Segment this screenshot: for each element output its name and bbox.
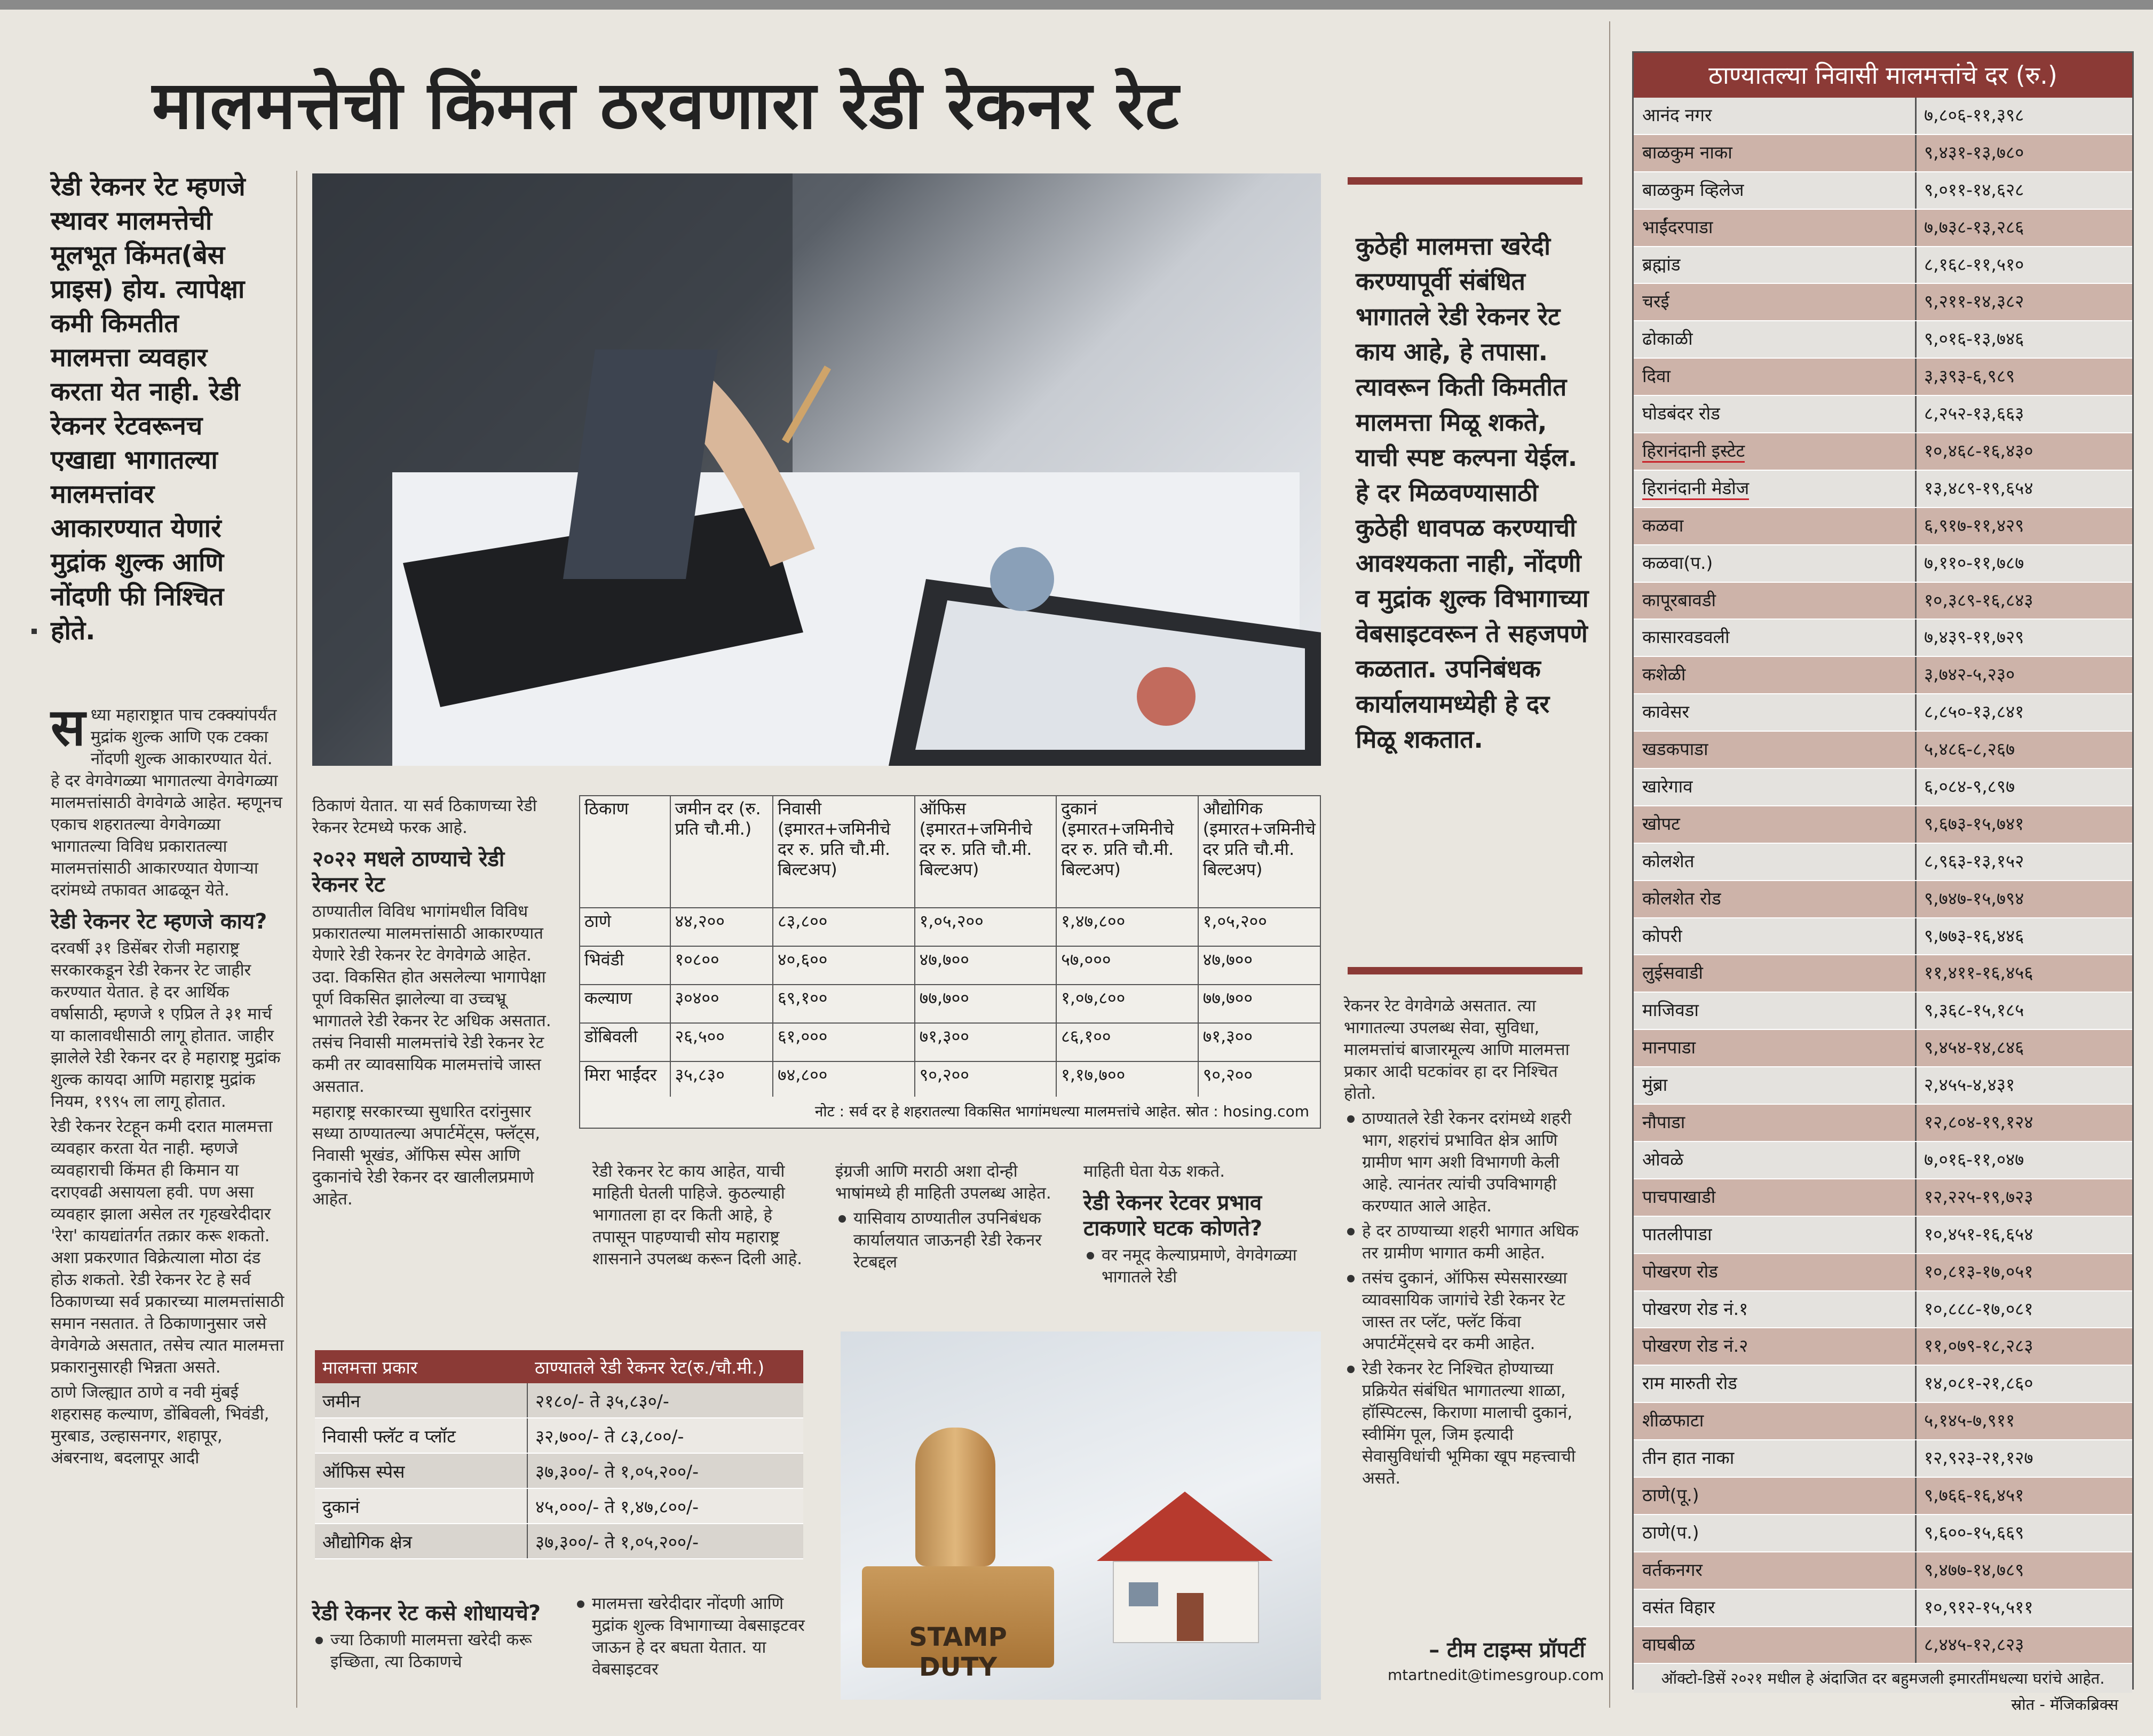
- rates-row: [1634, 1627, 2132, 1664]
- column-2-para-1: ठिकाणं येतात. या सर्व ठिकाणच्या रेडी रेकनर रेटमध्ये फरक आहे.: [312, 796, 537, 837]
- table-cell: दुकानं: [315, 1488, 527, 1524]
- table-header-row: [580, 796, 1320, 908]
- rates-value: ११,४११-१६,४५६: [1924, 962, 2033, 984]
- callout-bar-bottom: [1348, 967, 1582, 974]
- property-type-rates-table: [315, 1350, 803, 1559]
- byline: – टीम टाइम्स प्रॉपर्टी: [1429, 1638, 1585, 1662]
- rates-value: १०,९१२-१५,५११: [1924, 1596, 2033, 1618]
- subhead-2022-rates: २०२२ मधले ठाण्याचे रेडी रेकनर रेट: [312, 847, 505, 897]
- rates-place-label: राम मारुती रोड: [1642, 1373, 1737, 1394]
- column-1-para-2: दरवर्षी ३१ डिसेंबर रोजी महाराष्ट्र सरकारकडून रेडी रेकनर रेट जाहीर करण्यात येतात. हे दर आर्थिक वर्षासाठी, म्हणजे १ एप्रिल ते ३१ मार्च या कालावधीसाठी लागू होतात. जाहीर झालेले रेडी रेकनर दर हे महाराष्ट्र मुद्रांक शुल्क कायदा आणि महाराष्ट्र मुद्रांक नियम, १९९५ ला लागू होतात.: [51, 939, 281, 1111]
- column-divider: [1609, 21, 1610, 1708]
- column-1-para-1-text: ध्या महाराष्ट्रात पाच टक्क्यांपर्यंत मुद्रांक शुल्क आणि एक टक्का नोंदणी शुल्क आकारण्यात येतं. हे दर वेगवेगळ्या भागातल्या वेगवेगळ्या मालमत्तांसाठी वेगवेगळे आहेत. म्हणूनच एकाच शहरातल्या वेगवेगळ्या भागातल्या विविध प्रकारातल्या मालमत्तांसाठी आकारण्यात येणाऱ्या दरांमध्ये तफावत आढळून येते.: [51, 706, 282, 900]
- rates-row: [1634, 732, 2132, 769]
- rates-value: ७,४३९-११,७२९: [1924, 627, 2024, 648]
- rates-row: [1634, 396, 2132, 433]
- rates-place: [1634, 1291, 1917, 1328]
- table-cell: ८३,८००: [773, 908, 915, 946]
- rates-row: [1634, 508, 2132, 545]
- rates-place: [1634, 993, 1917, 1029]
- rates-place: [1634, 844, 1917, 880]
- rates-footnote: ऑक्टो-डिसें २०२१ मधील हे अंदाजित दर बहुमजली इमारतींमधल्या घरांचे आहेत.: [1634, 1664, 2132, 1693]
- rates-row: [1634, 844, 2132, 881]
- table-cell: १०८००: [670, 946, 773, 985]
- rates-place: [1634, 210, 1917, 246]
- table-cell: कल्याण: [580, 985, 670, 1023]
- house-window: [1129, 1582, 1158, 1606]
- rates-row: [1634, 359, 2132, 396]
- rates-row: [1634, 1179, 2132, 1217]
- rates-row: [1634, 620, 2132, 657]
- rates-value: ९,४७७-१४,७८९: [1924, 1559, 2024, 1580]
- rates-place: [1634, 508, 1917, 544]
- rates-value: ७,८०६-११,३९८: [1924, 105, 2024, 125]
- rates-place: [1634, 806, 1917, 843]
- rates-place-label: कासारवडवली: [1642, 627, 1730, 648]
- table-cell: १,१७,७००: [1056, 1061, 1198, 1100]
- rates-value: १२,२२५-१९,७२३: [1924, 1186, 2033, 1207]
- dropcap: स: [51, 697, 85, 757]
- rates-row: [1634, 806, 2132, 844]
- rates-row: [1634, 210, 2132, 247]
- column-2: [312, 795, 552, 1214]
- city-rates-table: [579, 795, 1321, 1100]
- rates-row: [1634, 1105, 2132, 1142]
- rates-row: [1634, 1552, 2132, 1590]
- rates-place: [1634, 918, 1917, 955]
- rates-row: [1634, 172, 2132, 210]
- column-2-para-2: ठाण्यातील विविध भागांमधील विविध प्रकारातल्या मालमत्तांसाठी आकारण्यात येणारे रेडी रेकनर रेट वेगवेगळे आहेत. उदा. विकसित होत असलेल्या भागापेक्षा पूर्ण विकसित झालेल्या वा उच्चभ्रू भागातले रेडी रेकनर रेट अधिक असतात. तसंच निवासी मालमत्तांचे रेडी रेकनर रेट कमी तर व्यावसायिक मालमत्तांचे जास्त असतात.: [312, 902, 551, 1096]
- rates-row: [1634, 918, 2132, 956]
- rates-place-label: पोखरण रोड: [1642, 1261, 1718, 1282]
- rates-place-label: खारेगाव: [1642, 776, 1693, 797]
- table-cell: मिरा भाईंदर: [580, 1061, 670, 1100]
- rates-place: [1634, 1440, 1917, 1477]
- rates-place-label: हिरानंदानी इस्टेट: [1642, 440, 1745, 463]
- rates-place-label: पोखरण रोड नं.१: [1642, 1298, 1748, 1319]
- rates-row: [1634, 1142, 2132, 1179]
- rates-place: [1634, 620, 1917, 656]
- rates-place: [1634, 433, 1917, 470]
- table-cell: ४७,७००: [1198, 946, 1320, 985]
- table-cell: ३२,७००/- ते ८३,८००/-: [527, 1418, 803, 1453]
- table-cell: ६९,१००: [773, 985, 915, 1023]
- rates-row: [1634, 545, 2132, 583]
- rates-value: ७,११०-११,७८७: [1924, 552, 2024, 573]
- rates-value: ९,७४७-१५,७९४: [1924, 887, 2024, 909]
- rates-place-label: ढोकाळी: [1642, 328, 1693, 350]
- rates-place: [1634, 284, 1917, 320]
- rates-place: [1634, 1515, 1917, 1551]
- rates-value: १४,०८१-२१,८६०: [1924, 1373, 2033, 1394]
- house-roof: [1097, 1492, 1273, 1561]
- right-column-bullet-4: रेडी रेकनर रेट निश्चित होण्याच्या प्रक्रियेत संबंधित भागातल्या शाळा, हॉस्पिटल्स, किराणा मालाची दुकानं, स्वीमिंग पूल, जिम इत्यादी सेवासुविधांची भूमिका खूप महत्त्वाची असते.: [1344, 1358, 1589, 1489]
- intro-text: रेडी रेकनर रेट म्हणजे स्थावर मालमत्तेची मूलभूत किंमत(बेस प्राइस) होय. त्यापेक्षा कमी किमतीत मालमत्ता व्यवहार करता येत नाही. रेडी रेकनर रेटवरूनच एखाद्या भागातल्या मालमत्तांवर आकारण्यात येणारं मुद्रांक शुल्क आणि नोंदणी फी निश्चित होते.: [51, 170, 264, 648]
- rates-place-label: ओवळे: [1642, 1148, 1684, 1170]
- table-cell: १,४७,८००: [1056, 908, 1198, 946]
- stamp-duty-photo: [841, 1331, 1321, 1700]
- rates-place-label: वाघबीळ: [1642, 1634, 1695, 1655]
- rates-place: [1634, 1067, 1917, 1104]
- rates-value: ९,०१६-१३,७४६: [1924, 328, 2024, 350]
- rates-row: [1634, 694, 2132, 732]
- rates-value: ७,०१६-११,०४७: [1924, 1148, 2024, 1170]
- house-model: [1097, 1492, 1273, 1630]
- column-2-bottom: [312, 1593, 547, 1676]
- table-cell: ७१,३००: [915, 1023, 1057, 1061]
- rates-row: [1634, 1440, 2132, 1478]
- rates-place-label: लुईसवाडी: [1642, 962, 1703, 984]
- rates-place-label: आनंद नगर: [1642, 105, 1712, 125]
- rates-place-label: बाळकुम व्हिलेज: [1642, 179, 1744, 200]
- rates-place-label: कशेळी: [1642, 664, 1686, 685]
- rates-value: १०,८१३-१७,०५१: [1924, 1261, 2033, 1282]
- column-4-para-1: इंग्रजी आणि मराठी अशा दोन्ही भाषांमध्ये ही माहिती उपलब्ध आहेत.: [835, 1162, 1051, 1203]
- rates-place-label: कोलशेत रोड: [1642, 887, 1721, 909]
- rates-row: [1634, 881, 2132, 918]
- right-column: [1344, 995, 1589, 1493]
- rates-row: [1634, 657, 2132, 694]
- calculator-illustration: [312, 173, 1321, 766]
- rates-place-label: घोडबंदर रोड: [1642, 403, 1720, 424]
- rates-value: ६,०८४-९,८९७: [1924, 776, 2015, 797]
- rates-place-label: कळवा: [1642, 514, 1684, 536]
- column-1-para-3: रेडी रेकनर रेटहून कमी दरात मालमत्ता व्यवहार करता येत नाही. म्हणजे व्यवहाराची किंमत ही किमान या दराएवढी असायला हवी. पण असा व्यवहार झाला असेल तर गृहखरेदीदार 'रेरा' कायद्यांतर्गत तक्रार करू शकतो. अशा प्रकरणात विक्रेत्याला मोठा दंड होऊ शकतो. रेडी रेकनर रेट हे सर्व ठिकाणच्या सर्व प्रकारच्या मालमत्तांसाठी समान नसतात. ते ठिकाणानुसार जसे वेगवेगळे असतात, तसेच त्यात मालमत्ता प्रकारानुसारही भिन्नता असते.: [51, 1117, 284, 1377]
- rates-row: [1634, 583, 2132, 620]
- column-3: [592, 1161, 817, 1273]
- table-note: नोट : सर्व दर हे शहरातल्या विकसित भागांमधल्या मालमत्तांचे आहेत. स्रोत : hosing.com: [579, 1097, 1321, 1129]
- rates-place: [1634, 769, 1917, 805]
- rates-place-label: वर्तकनगर: [1642, 1559, 1703, 1580]
- subhead-what-is: रेडी रेकनर रेट म्हणजे काय?: [51, 909, 267, 934]
- rates-place: [1634, 359, 1917, 395]
- house-door: [1177, 1593, 1204, 1641]
- table-cell: ४७,७००: [915, 946, 1057, 985]
- rates-value: ९,०११-१४,६२८: [1924, 179, 2024, 200]
- column-2-bottom-bullet-1: ज्या ठिकाणी मालमत्ता खरेदी करू इच्छिता, त्या ठिकाणचे: [312, 1629, 547, 1673]
- table-header: निवासी (इमारत+जमिनीचे दर रु. प्रति चौ.मी. बिल्टअप): [773, 796, 915, 908]
- rates-place: [1634, 657, 1917, 693]
- rates-row: [1634, 433, 2132, 471]
- table-cell: ९०,२००: [1198, 1061, 1320, 1100]
- rates-row: [1634, 1067, 2132, 1105]
- rates-place: [1634, 545, 1917, 582]
- table-header: दुकानं (इमारत+जमिनीचे दर रु. प्रति चौ.मी. बिल्टअप): [1056, 796, 1198, 908]
- table-row: [580, 985, 1320, 1023]
- rates-place-label: ठाणे(पू.): [1642, 1484, 1699, 1505]
- rates-row: [1634, 135, 2132, 172]
- callout-text: कुठेही मालमत्ता खरेदी करण्यापूर्वी संबंधित भागातले रेडी रेकनर रेट काय आहे, हे तपासा. त्यावरून किती किमतीत मालमत्ता मिळू शकते, याची स्पष्ट कल्पना येईल. हे दर मिळवण्यासाठी कुठेही धावपळ करण्याची आवश्यकता नाही, नोंदणी व मुद्रांक शुल्क विभागाच्या वेबसाइटवरून ते सहजपणे कळतात. उपनिबंधक कार्यालयामध्येही हे दर मिळू शकतात.: [1356, 232, 1589, 754]
- rates-value: ९,६००-१५,६६९: [1924, 1521, 2024, 1543]
- table-cell: २६,५००: [670, 1023, 773, 1061]
- rates-value: ९,४५४-१४,८४६: [1924, 1037, 2024, 1058]
- rates-place: [1634, 1142, 1917, 1178]
- table-cell: ऑफिस स्पेस: [315, 1453, 527, 1488]
- rates-value: १२,८०४-१९,१२४: [1924, 1112, 2033, 1133]
- table-cell: १,०५,२००: [1198, 908, 1320, 946]
- rates-place: [1634, 135, 1917, 171]
- rates-place-label: कळवा(प.): [1642, 552, 1713, 573]
- rates-place-label: खोपट: [1642, 813, 1680, 834]
- rates-value: ७,७३८-१३,२८६: [1924, 216, 2024, 237]
- rates-row: [1634, 1254, 2132, 1291]
- table-cell: ५७,०००: [1056, 946, 1198, 985]
- table-row: [580, 1061, 1320, 1100]
- rates-row: [1634, 1515, 2132, 1552]
- rates-place: [1634, 98, 1917, 134]
- rates-place: [1634, 955, 1917, 992]
- rates-value: ९,७७३-१६,४४६: [1924, 925, 2024, 946]
- rates-value: ९,२११-१४,३८२: [1924, 291, 2024, 312]
- table-row: [315, 1453, 803, 1488]
- column-5: [1083, 1161, 1318, 1291]
- column-5-para-1: माहिती घेता येऊ शकते.: [1083, 1162, 1225, 1181]
- rates-place-label: कावेसर: [1642, 701, 1690, 723]
- rates-row: [1634, 1403, 2132, 1440]
- rates-value: ५,१४५-७,९११: [1924, 1410, 2015, 1431]
- rates-place: [1634, 694, 1917, 731]
- rates-place: [1634, 247, 1917, 283]
- rates-place-label: बाळकुम नाका: [1642, 141, 1732, 163]
- right-column-para-1: रेकनर रेट वेगवेगळे असतात. त्या भागातल्या उपलब्ध सेवा, सुविधा, मालमत्तांचं बाजारमूल्य आणि मालमत्ता प्रकार आदी घटकांवर हा दर निश्चित होतो.: [1344, 996, 1570, 1103]
- rates-value: १३,४८९-१९,६५४: [1924, 477, 2033, 498]
- rates-table-title: ठाण्यातल्या निवासी मालमत्तांचे दर (रु.): [1634, 53, 2132, 98]
- rates-place-label: ब्रह्मांड: [1642, 253, 1681, 275]
- table-cell: ३५,८३०: [670, 1061, 773, 1100]
- rates-place-label: नौपाडा: [1642, 1112, 1685, 1133]
- table-cell: ६१,०००: [773, 1023, 915, 1061]
- rates-value: ८,४४५-१२,८२३: [1924, 1634, 2024, 1655]
- rates-value: ११,०७९-१८,२८३: [1924, 1335, 2033, 1357]
- rates-place: [1634, 881, 1917, 917]
- stamp-handle: [915, 1428, 995, 1566]
- table-row: [580, 946, 1320, 985]
- rates-value: ८,९६३-१३,१५२: [1924, 850, 2024, 871]
- table-row: [580, 908, 1320, 946]
- column-1-para-4: ठाणे जिल्ह्यात ठाणे व नवी मुंबई शहरासह कल्याण, डोंबिवली, भिवंडी, मुरबाड, उल्हासनगर, शहापूर, अंबरनाथ, बदलापूर आदी: [51, 1383, 270, 1468]
- table-row: [580, 1023, 1320, 1061]
- table-cell: ४५,०००/- ते १,४७,८००/-: [527, 1488, 803, 1524]
- stamp-duty-label: STAMP DUTY: [909, 1622, 1007, 1682]
- column-5-bullet-1: वर नमूद केल्याप्रमाणे, वेगवेगळ्या भागातले रेडी: [1083, 1244, 1318, 1288]
- rates-row: [1634, 1291, 2132, 1329]
- rates-place: [1634, 1105, 1917, 1141]
- rates-place: [1634, 396, 1917, 432]
- rates-value: ८,२५२-१३,६६३: [1924, 403, 2024, 424]
- rates-value: ८,१६८-११,५१०: [1924, 253, 2024, 275]
- rates-place: [1634, 1254, 1917, 1290]
- table-header: मालमत्ता प्रकार: [315, 1350, 527, 1383]
- author-email: mtartnedit@timesgroup.com: [1388, 1666, 1604, 1684]
- rates-place: [1634, 1552, 1917, 1589]
- table-cell: औद्योगिक क्षेत्र: [315, 1524, 527, 1559]
- table-cell: ९०,२००: [915, 1061, 1057, 1100]
- rates-row: [1634, 955, 2132, 993]
- rates-place-label: ठाणे(प.): [1642, 1521, 1699, 1543]
- rates-value: २,४५५-४,४३१: [1924, 1074, 2015, 1096]
- page-top-strip: [0, 0, 2153, 10]
- rates-place-label: मुंब्रा: [1642, 1074, 1668, 1096]
- rates-place-label: पोखरण रोड नं.२: [1642, 1335, 1748, 1357]
- rates-place-label: वसंत विहार: [1642, 1596, 1715, 1618]
- rates-row: [1634, 1366, 2132, 1403]
- rates-place: [1634, 172, 1917, 209]
- column-3-para-1: रेडी रेकनर रेट काय आहेत, याची माहिती घेतली पाहिजे. कुठल्याही भागातला हा दर किती आहे, हे तपासून पाहण्याची सोय महाराष्ट्र शासनाने उपलब्ध करून दिली आहे.: [592, 1162, 802, 1269]
- rates-place: [1634, 1366, 1917, 1402]
- column-2-para-3: महाराष्ट्र सरकारच्या सुधारित दरांनुसार सध्या ठाण्यातल्या अपार्टमेंट्स, फ्लॅट्स, निवासी भूखंड, ऑफिस स्पेस आणि दुकानांचे रेडी रेकनर दर खालीलप्रमाणे आहेत.: [312, 1102, 541, 1209]
- subhead-factors: रेडी रेकनर रेटवर प्रभाव टाकणारे घटक कोणते?: [1083, 1191, 1263, 1241]
- rates-value: १०,४५१-१६,६५४: [1924, 1223, 2033, 1244]
- column-divider: [296, 171, 297, 1708]
- rates-row: [1634, 769, 2132, 806]
- rates-place-label: कोपरी: [1642, 925, 1682, 946]
- rates-row: [1634, 284, 2132, 321]
- rates-value: ९,७६६-१६,४५१: [1924, 1484, 2024, 1505]
- column-1-para-1: [51, 697, 286, 901]
- rates-value: १०,४६८-१६,४३०: [1924, 440, 2033, 462]
- rates-place-label: कापूरबावडी: [1642, 589, 1716, 611]
- table-cell: ७७,७००: [915, 985, 1057, 1023]
- rates-place: [1634, 1217, 1917, 1253]
- table-header: औद्योगिक (इमारत+जमिनीचे दर प्रति चौ.मी. बिल्टअप): [1198, 796, 1320, 908]
- residential-rates-table: [1632, 51, 2134, 1714]
- rates-place: [1634, 1179, 1917, 1216]
- right-column-bullet-2: हे दर ठाण्याच्या शहरी भागात अधिक तर ग्रामीण भागात कमी आहेत.: [1344, 1220, 1589, 1264]
- rates-row: [1634, 321, 2132, 359]
- table-cell: ठाणे: [580, 908, 670, 946]
- rates-table-body: [1634, 98, 2132, 1664]
- table-cell: ८६,१००: [1056, 1023, 1198, 1061]
- subhead-how-to-find: रेडी रेकनर रेट कसे शोधायचे?: [312, 1601, 541, 1626]
- column-4: [835, 1161, 1065, 1277]
- rates-place: [1634, 471, 1917, 507]
- rates-row: [1634, 247, 2132, 284]
- column-3-bottom-bullet-1: मालमत्ता खरेदीदार नोंदणी आणि मुद्रांक शुल्क विभागाच्या वेबसाइटवर जाऊन हे दर बघता येतात. या वेबसाइटवर: [574, 1593, 819, 1680]
- rates-place: [1634, 321, 1917, 358]
- table-cell: डोंबिवली: [580, 1023, 670, 1061]
- table-cell: ३७,३००/- ते १,०५,२००/-: [527, 1524, 803, 1559]
- table-cell: १,०७,८००: [1056, 985, 1198, 1023]
- right-column-bullet-3: तसंच दुकानं, ऑफिस स्पेससारख्या व्यावसायिक जागांचे रेडी रेकनर रेट जास्त तर प्लॅट, फ्लॅट किंवा अपार्टमेंट्सचे दर कमी आहेत.: [1344, 1267, 1589, 1355]
- calculator-photo: [312, 173, 1321, 766]
- table-header: ऑफिस (इमारत+जमिनीचे दर रु. प्रति चौ.मी. बिल्टअप): [915, 796, 1057, 908]
- rates-value: ६,९१७-११,४२९: [1924, 514, 2024, 536]
- rates-place-label: शीळफाटा: [1642, 1410, 1704, 1431]
- table-row: [315, 1524, 803, 1559]
- rates-row: [1634, 471, 2132, 508]
- rates-row: [1634, 1478, 2132, 1515]
- rates-place: [1634, 1328, 1917, 1365]
- rates-value: १०,३८९-१६,८४३: [1924, 589, 2033, 611]
- rates-place: [1634, 1590, 1917, 1626]
- table-cell: जमीन: [315, 1383, 527, 1418]
- rates-row: [1634, 1030, 2132, 1067]
- table-row: [315, 1488, 803, 1524]
- rates-place-label: माजिवडा: [1642, 1000, 1699, 1021]
- table-header: जमीन दर (रु. प्रति चौ.मी.): [670, 796, 773, 908]
- rates-place-label: तीन हात नाका: [1642, 1447, 1735, 1469]
- rates-value: ३,३९३-६,९८९: [1924, 366, 2015, 387]
- rates-row: [1634, 993, 2132, 1030]
- table-header: ठिकाण: [580, 796, 670, 908]
- rates-value: ३,७४२-५,२३०: [1924, 664, 2015, 685]
- rates-value: १२,९२३-२१,१२७: [1924, 1447, 2033, 1469]
- table-cell: ७१,३००: [1198, 1023, 1320, 1061]
- rates-place-label: भाईंदरपाडा: [1642, 216, 1713, 237]
- table-cell: ३७,३००/- ते १,०५,२००/-: [527, 1453, 803, 1488]
- rates-place-label: मानपाडा: [1642, 1037, 1696, 1058]
- column-1: [51, 697, 286, 1472]
- rates-place-label: पातलीपाडा: [1642, 1223, 1712, 1244]
- rates-place: [1634, 1030, 1917, 1066]
- rates-row: [1634, 98, 2132, 135]
- rates-place: [1634, 583, 1917, 619]
- rates-place: [1634, 1403, 1917, 1439]
- rates-place-label: हिरानंदानी मेडोज: [1642, 478, 1749, 500]
- rates-value: ९,६७३-१५,७४१: [1924, 813, 2024, 834]
- rates-place-label: खडकपाडा: [1642, 739, 1708, 760]
- right-column-bullet-1: ठाण्यातले रेडी रेकनर दरांमध्ये शहरी भाग, शहरांचं प्रभावित क्षेत्र आणि ग्रामीण भाग अशी विभागणी केली आहे. त्यानंतर त्यांची उपविभागही करण्यात आले आहेत.: [1344, 1108, 1589, 1217]
- rates-value: ९,३६८-१५,१८५: [1924, 1000, 2024, 1021]
- table-cell: भिवंडी: [580, 946, 670, 985]
- table-cell: २१८०/- ते ३५,८३०/-: [527, 1383, 803, 1418]
- table-cell: निवासी फ्लॅट व प्लॉट: [315, 1418, 527, 1453]
- table-header-row: [315, 1350, 803, 1383]
- table-cell: १,०५,२००: [915, 908, 1057, 946]
- column-3-bottom: [574, 1593, 819, 1684]
- rates-source: स्रोत - मॅजिकब्रिक्स: [2011, 1695, 2118, 1714]
- table-row: [315, 1418, 803, 1453]
- rates-row: [1634, 1590, 2132, 1627]
- rates-value: ८,८५०-१३,८४१: [1924, 701, 2024, 723]
- table-cell: ४४,२००: [670, 908, 773, 946]
- table-cell: ३०४००: [670, 985, 773, 1023]
- callout-bar-top: [1348, 177, 1582, 185]
- table-row: [315, 1383, 803, 1418]
- rates-row: [1634, 1217, 2132, 1254]
- rates-row: [1634, 1328, 2132, 1366]
- rates-place: [1634, 1478, 1917, 1514]
- rates-value: ९,४३१-१३,७८०: [1924, 141, 2024, 163]
- table-header: ठाण्यातले रेडी रेकनर रेट(रु./चौ.मी.): [527, 1350, 803, 1383]
- table-cell: ४०,६००: [773, 946, 915, 985]
- headline: मालमत्तेची किंमत ठरवणारा रेडी रेकनर रेट: [152, 67, 1180, 144]
- table-cell: ७७,७००: [1198, 985, 1320, 1023]
- rates-place-label: कोलशेत: [1642, 850, 1695, 871]
- rates-place: [1634, 1627, 1917, 1663]
- rates-place: [1634, 732, 1917, 768]
- column-4-bullet-1: यासिवाय ठाण्यातील उपनिबंधक कार्यालयात जाऊनही रेडी रेकनर रेटबद्दल: [835, 1208, 1065, 1273]
- table-cell: ७४,८००: [773, 1061, 915, 1100]
- rates-place-label: चरई: [1642, 291, 1669, 312]
- rates-value: ५,४८६-८,२६७: [1924, 739, 2015, 760]
- rates-place-label: दिवा: [1642, 366, 1671, 387]
- rates-value: १०,८८८-१७,०८१: [1924, 1298, 2033, 1319]
- rates-place-label: पाचपाखाडी: [1642, 1186, 1716, 1207]
